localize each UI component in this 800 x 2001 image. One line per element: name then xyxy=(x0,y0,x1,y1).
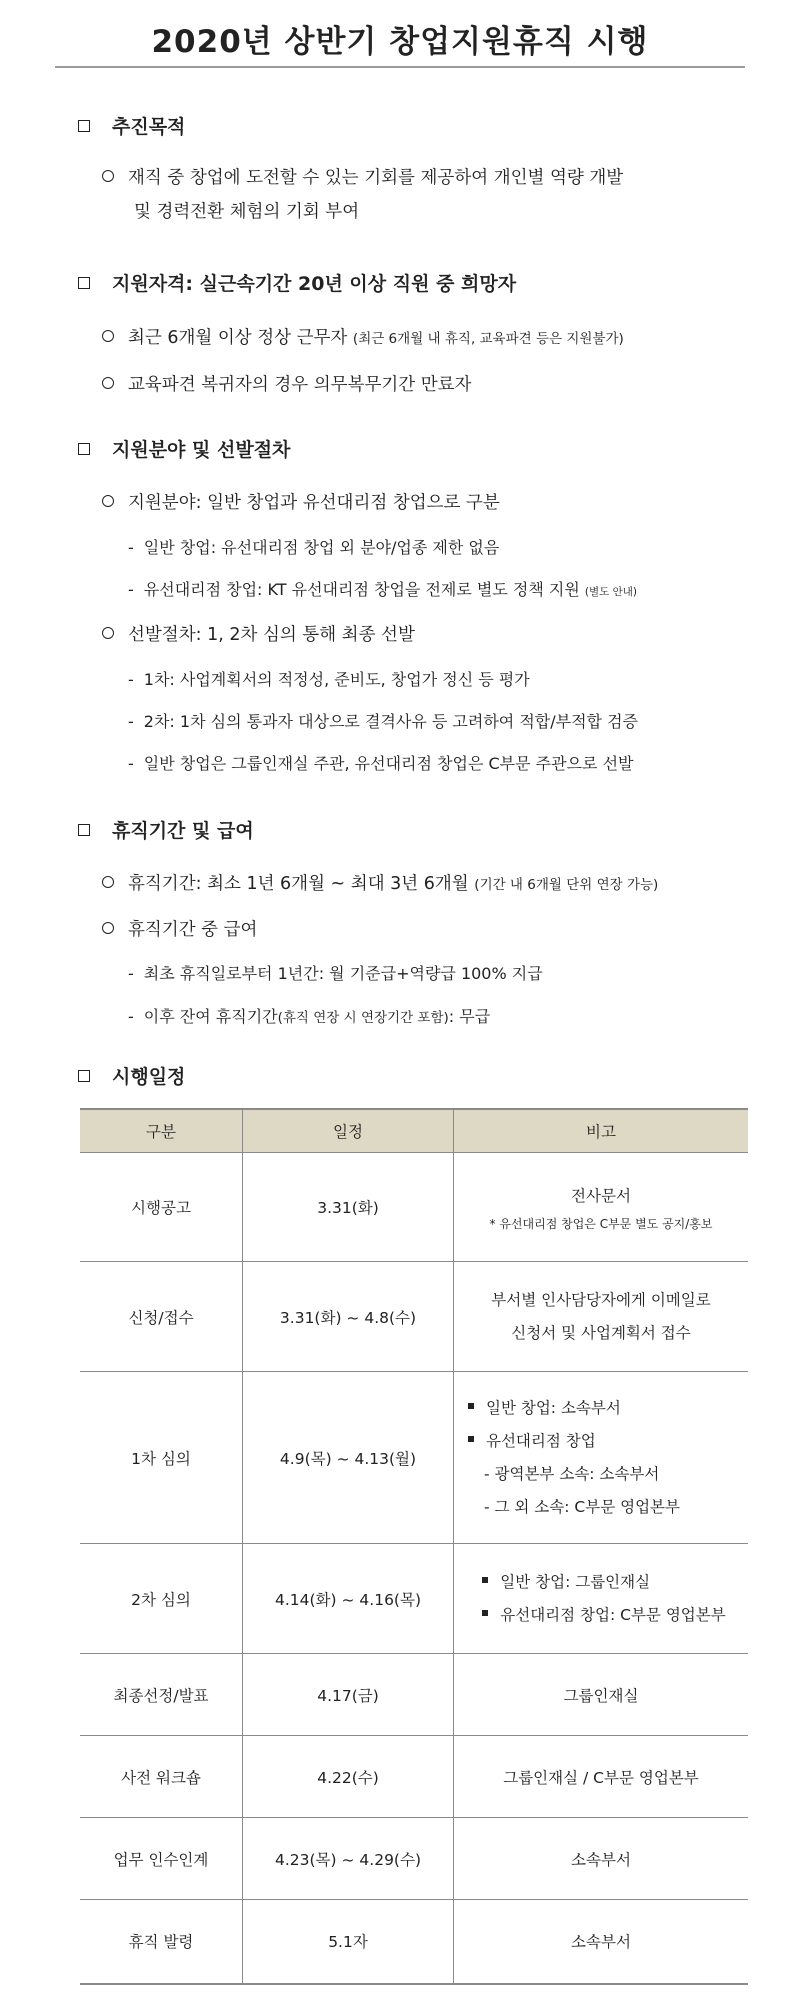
process-item: 선발절차: 1, 2차 심의 통해 최종 선발 xyxy=(102,622,415,648)
field-sub-2: - 유선대리점 창업: KT 유선대리점 창업을 전제로 별도 정책 지원 (별도 안내) xyxy=(128,580,638,599)
cell-date: 4.22(수) xyxy=(243,1736,454,1818)
process-sub-1: - 1차: 사업계획서의 적정성, 준비도, 창업가 정신 등 평가 xyxy=(128,670,530,689)
cell-note: 그룹인재실 / C부문 영업본부 xyxy=(454,1736,749,1818)
cell-date: 5.1자 xyxy=(243,1900,454,1984)
section-heading-purpose: 추진목적 xyxy=(78,114,185,140)
eligibility-item-2: 교육파견 복귀자의 경우 의무복무기간 만료자 xyxy=(102,372,471,398)
cell-category: 신청/접수 xyxy=(80,1262,243,1372)
circle-bullet-icon xyxy=(102,495,114,507)
table-row xyxy=(80,1372,748,1544)
schedule-table xyxy=(80,1108,748,1985)
cell-category: 사전 워크숍 xyxy=(80,1736,243,1818)
purpose-item: 재직 중 창업에 도전할 수 있는 기회를 제공하여 개인별 역량 개발 및 경력전환 체험의 기회 부여 xyxy=(102,161,752,229)
eligibility-item-1: 최근 6개월 이상 정상 근무자 (최근 6개월 내 휴직, 교육파견 등은 지원불가) xyxy=(102,325,624,352)
leave-pay-item: 휴직기간 중 급여 xyxy=(102,917,257,943)
cell-category: 1차 심의 xyxy=(80,1372,243,1544)
square-bullet-icon xyxy=(78,443,90,455)
cell-note: 일반 창업: 그룹인재실 유선대리점 창업: C부문 영업본부 xyxy=(454,1544,749,1654)
cell-date: 4.9(목) ~ 4.13(월) xyxy=(243,1372,454,1544)
process-sub-2: - 2차: 1차 심의 통과자 대상으로 결격사유 등 고려하여 적합/부적합 검증 xyxy=(128,712,639,731)
square-bullet-icon xyxy=(482,1577,488,1583)
cell-note: 소속부서 xyxy=(454,1900,749,1984)
cell-date: 3.31(화) xyxy=(243,1153,454,1262)
cell-date: 4.23(목) ~ 4.29(수) xyxy=(243,1818,454,1900)
cell-date: 3.31(화) ~ 4.8(수) xyxy=(243,1262,454,1372)
circle-bullet-icon xyxy=(102,876,114,888)
cell-date: 4.17(금) xyxy=(243,1654,454,1736)
table-row xyxy=(80,1654,748,1736)
document-title: 2020년 상반기 창업지원휴직 시행 xyxy=(151,24,649,60)
square-bullet-icon xyxy=(78,1070,90,1082)
leave-pay-sub-1: - 최초 휴직일로부터 1년간: 월 기준급+역량급 100% 지급 xyxy=(128,964,543,983)
square-bullet-icon xyxy=(468,1436,474,1442)
cell-note: 그룹인재실 xyxy=(454,1654,749,1736)
cell-category: 업무 인수인계 xyxy=(80,1818,243,1900)
cell-note: 전사문서 * 유선대리점 창업은 C부문 별도 공지/홍보 xyxy=(454,1153,749,1262)
cell-category: 최종선정/발표 xyxy=(80,1654,243,1736)
square-bullet-icon xyxy=(78,120,90,132)
cell-date: 4.14(화) ~ 4.16(목) xyxy=(243,1544,454,1654)
table-row xyxy=(80,1736,748,1818)
field-item: 지원분야: 일반 창업과 유선대리점 창업으로 구분 xyxy=(102,490,500,516)
section-heading-schedule: 시행일정 xyxy=(78,1064,185,1090)
column-header-category: 구분 xyxy=(80,1109,243,1153)
leave-pay-sub-2: - 이후 잔여 휴직기간(휴직 연장 시 연장기간 포함): 무급 xyxy=(128,1007,491,1026)
column-header-note: 비고 xyxy=(454,1109,749,1153)
cell-note: 부서별 인사담당자에게 이메일로 신청서 및 사업계획서 접수 xyxy=(454,1262,749,1372)
square-bullet-icon xyxy=(78,277,90,289)
circle-bullet-icon xyxy=(102,377,114,389)
leave-period-item: 휴직기간: 최소 1년 6개월 ~ 최대 3년 6개월 (기간 내 6개월 단위 연장 가능) xyxy=(102,871,658,898)
field-sub-1: - 일반 창업: 유선대리점 창업 외 분야/업종 제한 없음 xyxy=(128,538,500,557)
process-sub-3: - 일반 창업은 그룹인재실 주관, 유선대리점 창업은 C부문 주관으로 선발 xyxy=(128,754,634,773)
title-divider xyxy=(55,66,745,68)
table-row xyxy=(80,1153,748,1262)
square-bullet-icon xyxy=(468,1403,474,1409)
cell-note: 일반 창업: 소속부서 유선대리점 창업 - 광역본부 소속: 소속부서 - 그 외 소속: C부문 영업본부 xyxy=(454,1372,749,1544)
table-row xyxy=(80,1262,748,1372)
section-heading-eligibility: 지원자격: 실근속기간 20년 이상 직원 중 희망자 xyxy=(78,271,516,297)
cell-note: 소속부서 xyxy=(454,1818,749,1900)
cell-category: 2차 심의 xyxy=(80,1544,243,1654)
square-bullet-icon xyxy=(482,1610,488,1616)
circle-bullet-icon xyxy=(102,330,114,342)
circle-bullet-icon xyxy=(102,922,114,934)
section-heading-leave: 휴직기간 및 급여 xyxy=(78,818,254,844)
circle-bullet-icon xyxy=(102,627,114,639)
section-heading-field: 지원분야 및 선발절차 xyxy=(78,437,290,463)
circle-bullet-icon xyxy=(102,170,114,182)
column-header-date: 일정 xyxy=(243,1109,454,1153)
table-row xyxy=(80,1544,748,1654)
table-row xyxy=(80,1818,748,1900)
cell-category: 시행공고 xyxy=(80,1153,243,1262)
cell-category: 휴직 발령 xyxy=(80,1900,243,1984)
square-bullet-icon xyxy=(78,824,90,836)
table-header-row xyxy=(80,1109,748,1153)
table-row xyxy=(80,1900,748,1984)
